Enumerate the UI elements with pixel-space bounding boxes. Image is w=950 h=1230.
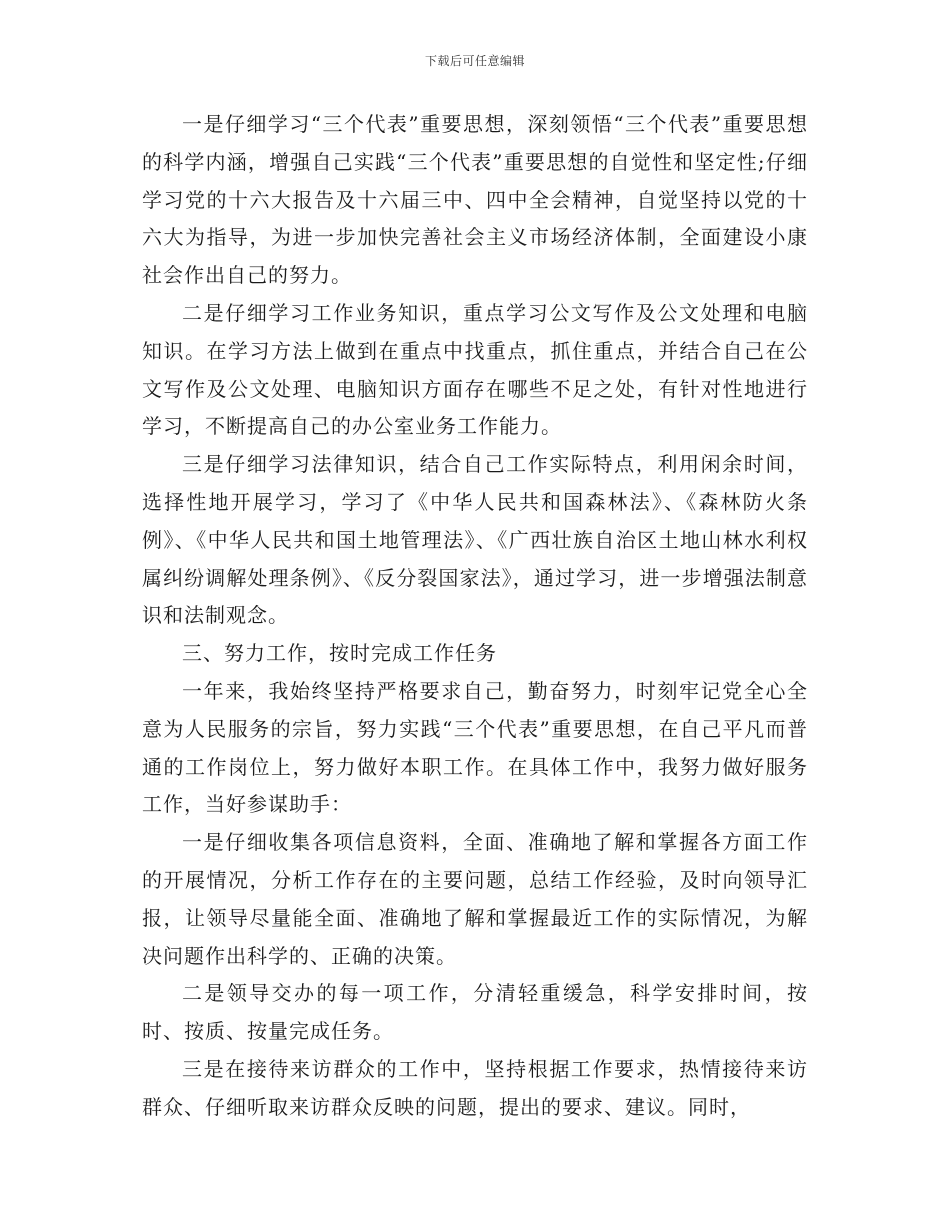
paragraph-study-business-knowledge: 二是仔细学习工作业务知识，重点学习公文写作及公文处理和电脑知识。在学习方法上做到在重点中找重点，抓住重点，并结合自己在公文写作及公文处理、电脑知识方面存在哪些不足之处，有针对性地进行学习，不断提高自己的办公室业务工作能力。 — [142, 300, 808, 439]
paragraph-leader-assignments: 二是领导交办的每一项工作，分清轻重缓急，科学安排时间，按时、按质、按量完成任务。 — [142, 981, 808, 1044]
paragraph-study-three-represents: 一是仔细学习“三个代表”重要思想，深刻领悟“三个代表”重要思想的科学内涵，增强自己实践“三个代表”重要思想的自觉性和坚定性;仔细学习党的十六大报告及十六届三中、四中全会精神，自觉坚持以党的十六大为指导，为进一步加快完善社会主义市场经济体制，全面建设小康社会作出自己的努力。 — [142, 112, 808, 288]
page-header: 下载后可任意编辑 — [424, 54, 525, 68]
paragraph-study-law: 三是仔细学习法律知识，结合自己工作实际特点，利用闲余时间，选择性地开展学习，学习了《中华人民共和国森林法》、《森林防火条例》、《中华人民共和国土地管理法》、《广西壮族自治区土地山林水利权属纠纷调解处理条例》、《反分裂国家法》，通过学习，进一步增强法制意识和法制观念。 — [142, 452, 808, 628]
document-body — [142, 106, 808, 1127]
paragraph-year-summary: 一年来，我始终坚持严格要求自己，勤奋努力，时刻牢记党全心全意为人民服务的宗旨，努力实践“三个代表”重要思想，在自己平凡而普通的工作岗位上，努力做好本职工作。在具体工作中，我努力做好服务工作，当好参谋助手： — [142, 678, 808, 817]
section-heading-work: 三、努力工作，按时完成工作任务 — [182, 641, 497, 666]
paragraph-receive-visitors: 三是在接待来访群众的工作中，坚持根据工作要求，热情接待来访群众、仔细听取来访群众反映的问题，提出的要求、建议。同时， — [142, 1056, 808, 1119]
paragraph-collect-information: 一是仔细收集各项信息资料，全面、准确地了解和掌握各方面工作的开展情况，分析工作存在的主要问题，总结工作经验，及时向领导汇报，让领导尽量能全面、准确地了解和掌握最近工作的实际情况，为解决问题作出科学的、正确的决策。 — [142, 830, 808, 968]
